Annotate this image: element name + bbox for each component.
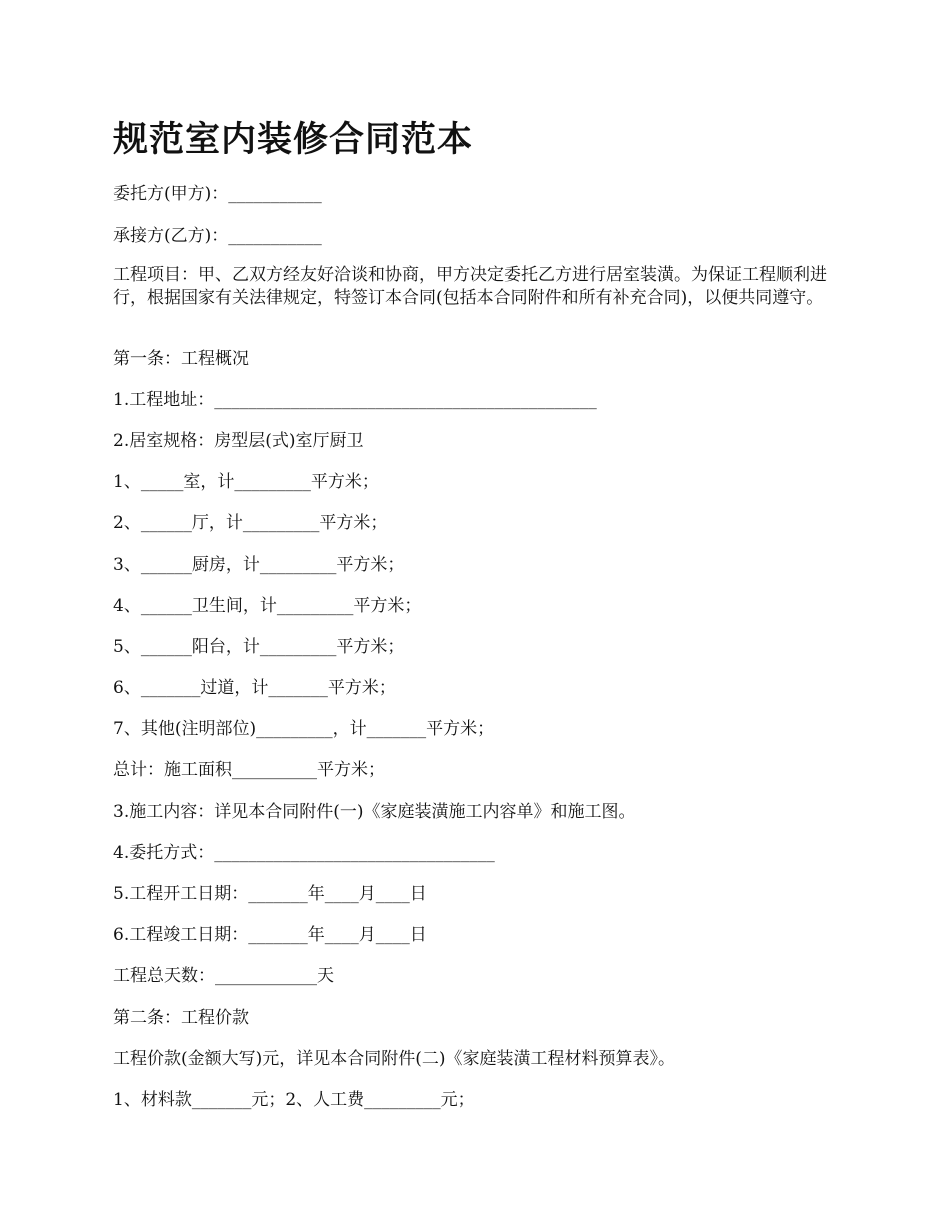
room-spec-line: 2.居室规格：房型层(式)室厅厨卫: [113, 431, 364, 451]
construction-content-line: 3.施工内容：详见本合同附件(一)《家庭装潢施工内容单》和施工图。: [113, 802, 636, 822]
start-date-line: 5.工程开工日期：_______年____月____日: [113, 884, 427, 904]
room-item: 7、其他(注明部位)_________，计_______平方米；: [113, 719, 495, 739]
room-item: 3、______厨房，计_________平方米；: [113, 555, 405, 575]
room-item: 1、_____室，计_________平方米；: [113, 472, 379, 492]
total-days-line: 工程总天数：____________天: [113, 966, 334, 986]
party-a-line: 委托方(甲方)：___________: [113, 184, 322, 204]
address-line: 1.工程地址：_____________________________________________: [113, 390, 597, 410]
article2-heading: 第二条：工程价款: [113, 1008, 249, 1028]
room-item: 2、______厅，计_________平方米；: [113, 513, 388, 533]
price-text-line: 工程价款(金额大写)元，详见本合同附件(二)《家庭装潢工程材料预算表》。: [113, 1049, 676, 1069]
intro-paragraph: 工程项目：甲、乙双方经友好洽谈和协商，甲方决定委托乙方进行居室装潢。为保证工程顺利进行，根据国家有关法律规定，特签订本合同(包括本合同附件和所有补充合同)，以便共同遵守。: [113, 265, 827, 308]
party-b-line: 承接方(乙方)：___________: [113, 226, 322, 246]
commission-method-line: 4.委托方式：_________________________________: [113, 843, 495, 863]
completion-date-line: 6.工程竣工日期：_______年____月____日: [113, 925, 427, 945]
room-item: 6、_______过道，计_______平方米；: [113, 678, 396, 698]
total-area-line: 总计：施工面积__________平方米；: [113, 760, 385, 780]
article1-heading: 第一条：工程概况: [113, 349, 249, 369]
price-items-line: 1、材料款_______元；2、人工费_________元；: [113, 1090, 475, 1110]
room-item: 4、______卫生间，计_________平方米；: [113, 596, 422, 616]
room-item: 5、______阳台，计_________平方米；: [113, 637, 405, 657]
page-title: 规范室内装修合同范本: [113, 119, 474, 160]
